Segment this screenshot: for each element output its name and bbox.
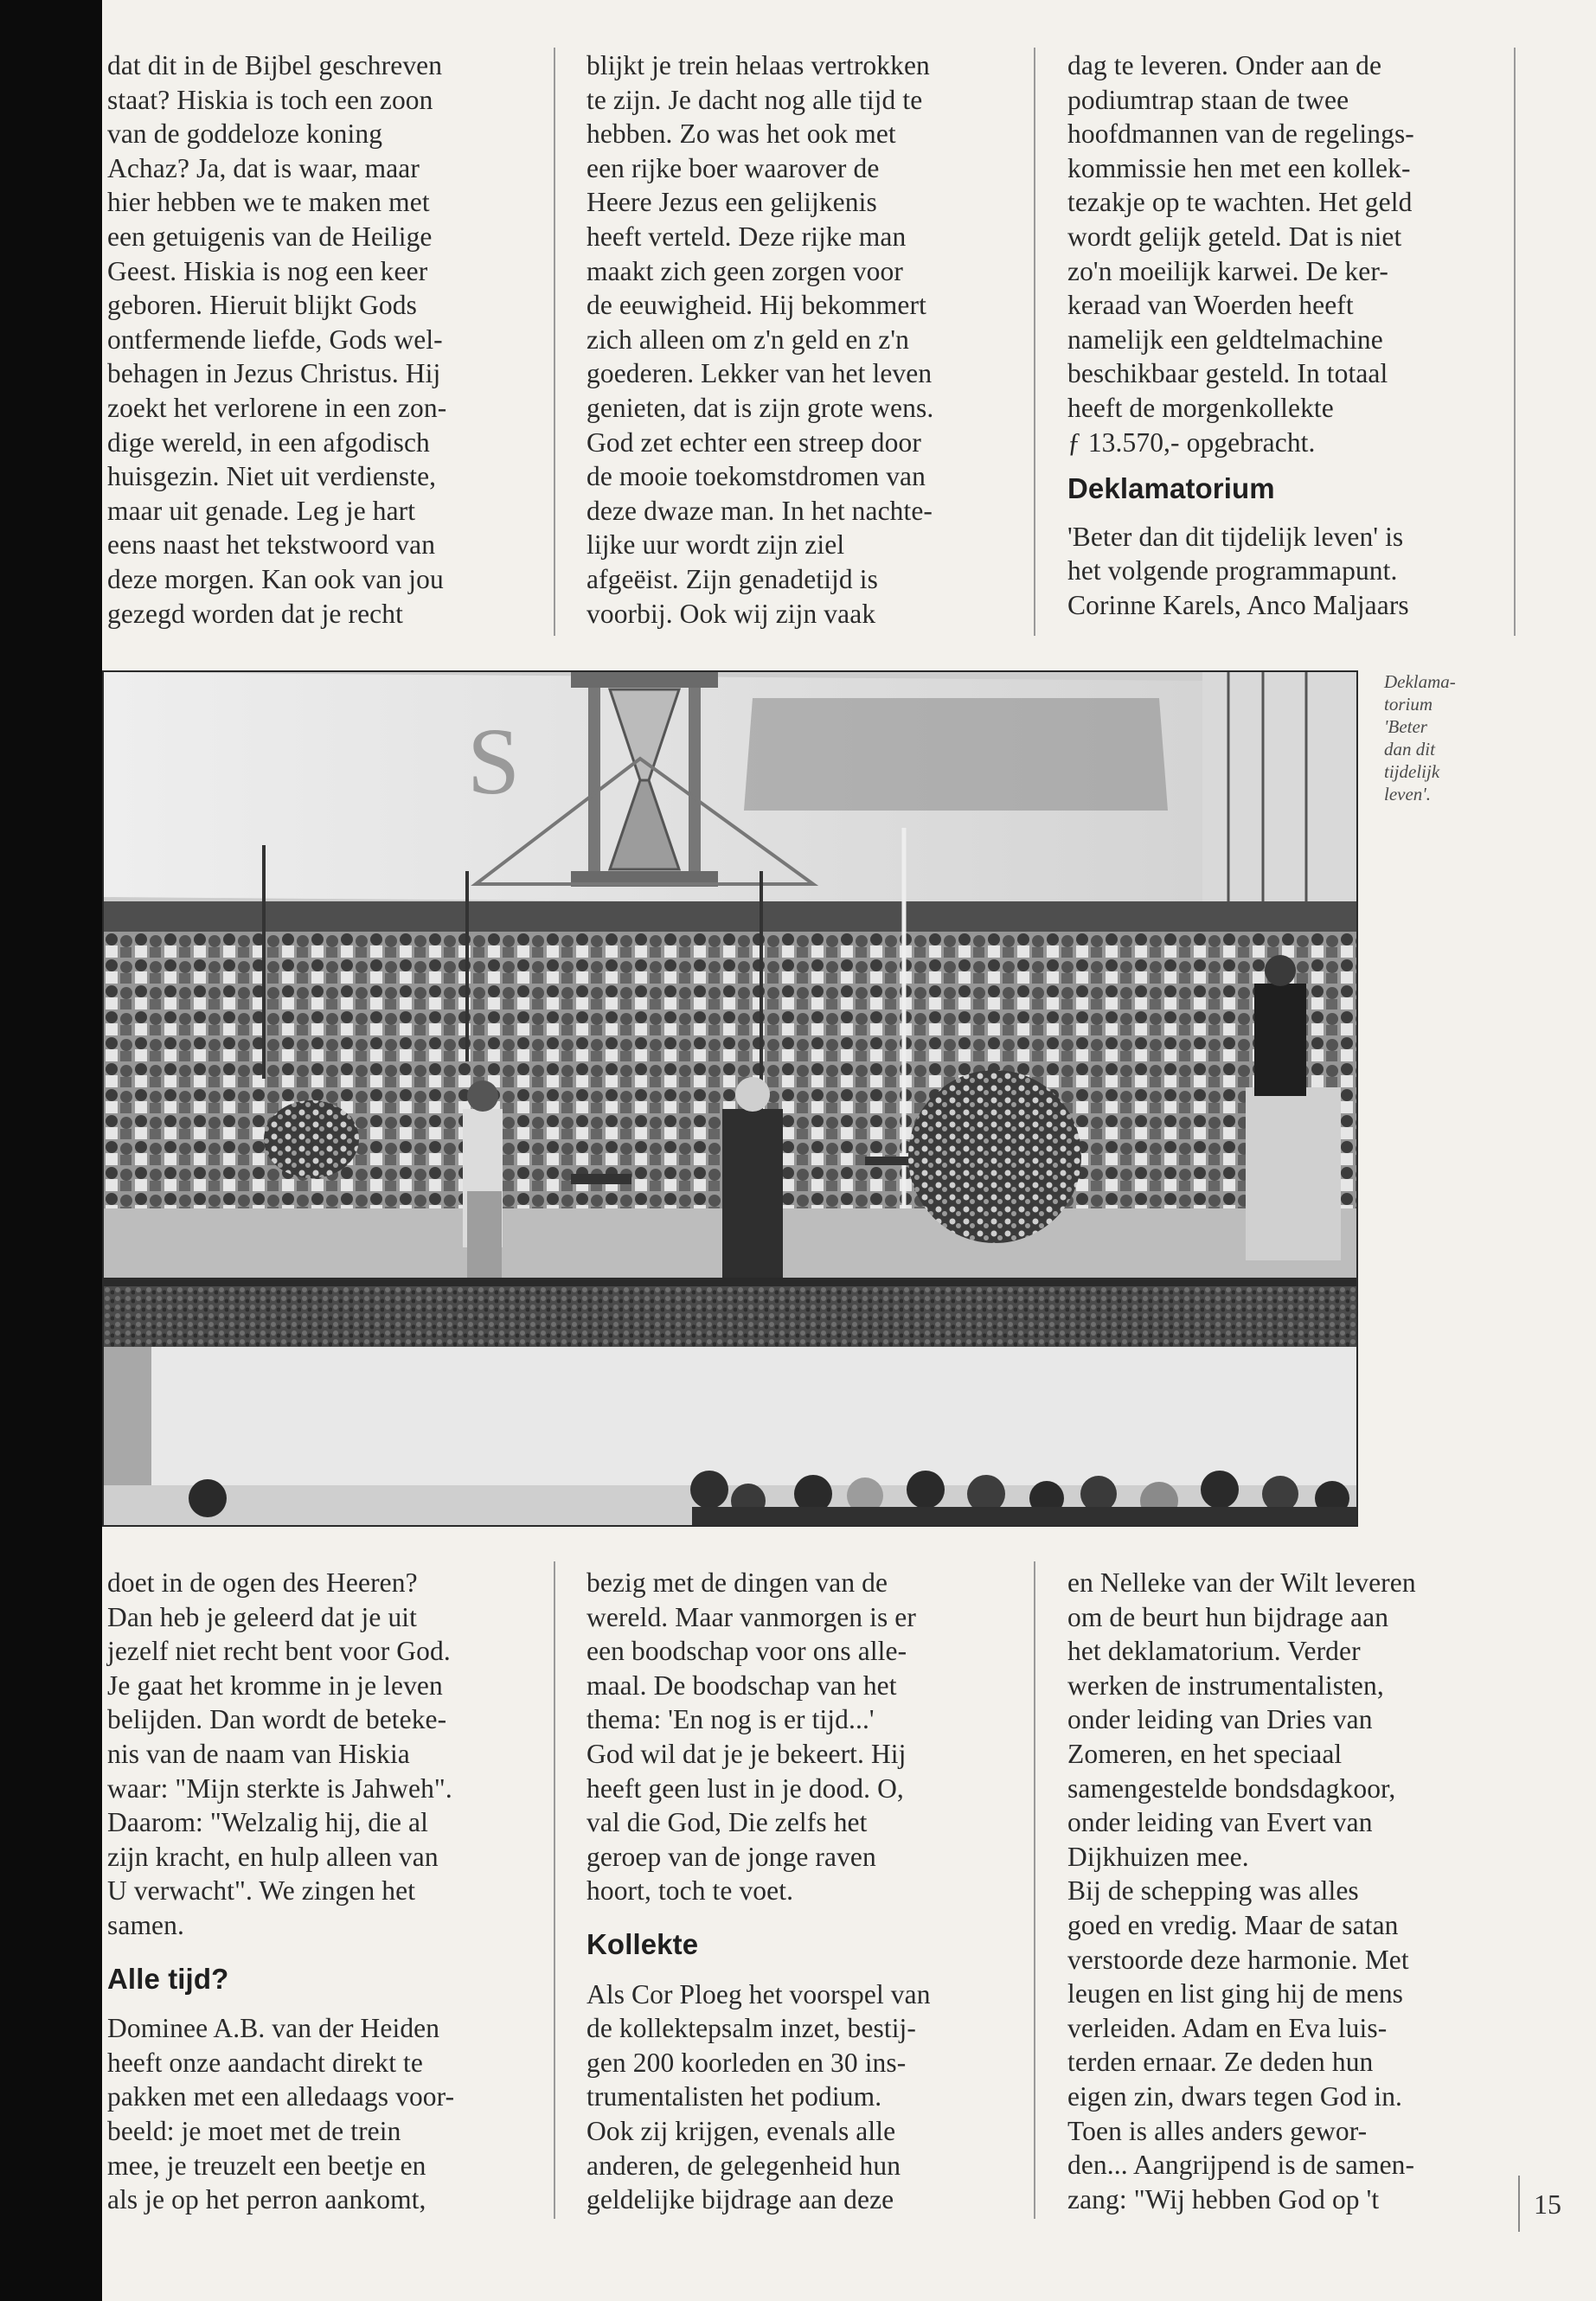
section-heading-kollekte: Kollekte bbox=[586, 1927, 699, 1960]
text-line: terden ernaar. Ze deden hun bbox=[1067, 2047, 1374, 2078]
text-line: zang: "Wij hebben God op 't bbox=[1067, 2183, 1380, 2214]
text-line: hoofdmannen van de regelings- bbox=[1067, 119, 1414, 150]
text-line: God zet echter een streep door bbox=[586, 426, 921, 458]
text-line: den... Aangrijpend is de samen- bbox=[1067, 2150, 1415, 2181]
text-line: leugen en list ging hij de mens bbox=[1067, 1978, 1404, 2009]
column-rule bbox=[1034, 48, 1035, 636]
section-heading-deklamatorium: Deklamatorium bbox=[1067, 472, 1275, 505]
text-line: eens naast het tekstwoord van bbox=[107, 529, 436, 561]
text-line: lijke uur wordt zijn ziel bbox=[586, 529, 845, 561]
caption-line: 'Beter bbox=[1384, 716, 1427, 737]
photo-caption bbox=[1384, 670, 1479, 805]
text-line: de eeuwigheid. Hij bekommert bbox=[586, 290, 926, 321]
text-line: wereld. Maar vanmorgen is er bbox=[586, 1601, 916, 1632]
text-line: onder leiding van Evert van bbox=[1067, 1807, 1373, 1838]
text-line: heeft de morgenkollekte bbox=[1067, 392, 1334, 423]
text-line: als je op het perron aankomt, bbox=[107, 2184, 426, 2215]
caption-line: torium bbox=[1384, 694, 1433, 715]
text-line: om de beurt hun bijdrage aan bbox=[1067, 1601, 1389, 1632]
text-line: het deklamatorium. Verder bbox=[1067, 1636, 1361, 1667]
text-line: een boodschap voor ons alle- bbox=[586, 1636, 907, 1667]
text-line: podiumtrap staan de twee bbox=[1067, 84, 1349, 115]
text-line: verstoorde deze harmonie. Met bbox=[1067, 1944, 1409, 1975]
top-column-3 bbox=[1067, 48, 1414, 623]
text-line: God wil dat je je bekeert. Hij bbox=[586, 1738, 907, 1769]
text-line: genieten, dat is zijn grote wens. bbox=[586, 392, 934, 423]
text-line: kommissie hen met een kollek- bbox=[1067, 152, 1411, 183]
text-line: trumentalisten het podium. bbox=[586, 2081, 882, 2112]
page-number-rule bbox=[1518, 2176, 1520, 2232]
text-line: belijden. Dan wordt de beteke- bbox=[107, 1704, 447, 1735]
text-line: van de goddeloze koning bbox=[107, 119, 383, 150]
text-line: ƒ 13.570,- opgebracht. bbox=[1067, 426, 1316, 458]
column-rule bbox=[1514, 48, 1516, 636]
text-line: een getuigenis van de Heilige bbox=[107, 221, 433, 252]
text-line: voorbij. Ook wij zijn vaak bbox=[586, 598, 876, 629]
text-line: Je gaat het kromme in je leven bbox=[107, 1670, 443, 1701]
text-line: Geest. Hiskia is nog een keer bbox=[107, 255, 428, 286]
text-line: geboren. Hieruit blijkt Gods bbox=[107, 290, 417, 321]
text-line: heeft geen lust in je dood. O, bbox=[586, 1772, 904, 1804]
text-line: behagen in Jezus Christus. Hij bbox=[107, 358, 441, 389]
caption-line: dan dit bbox=[1384, 739, 1435, 760]
text-line: Zomeren, en het speciaal bbox=[1067, 1738, 1343, 1769]
text-line: dat dit in de Bijbel geschreven bbox=[107, 50, 443, 80]
text-line: heeft verteld. Deze rijke man bbox=[586, 221, 907, 252]
text-line: Dijkhuizen mee. bbox=[1067, 1841, 1249, 1872]
text-line: 'Beter dan dit tijdelijk leven' is bbox=[1067, 521, 1404, 552]
column-rule bbox=[554, 1561, 555, 2219]
text-line: Heere Jezus een gelijkenis bbox=[586, 187, 877, 218]
text-line: namelijk een geldtelmachine bbox=[1067, 324, 1383, 355]
text-line: beschikbaar gesteld. In totaal bbox=[1067, 358, 1388, 389]
text-line: nis van de naam van Hiskia bbox=[107, 1738, 410, 1769]
section-heading-alle-tijd: Alle tijd? bbox=[107, 1962, 229, 1995]
text-line: gen 200 koorleden en 30 ins- bbox=[586, 2047, 907, 2078]
text-line: ontfermende liefde, Gods wel- bbox=[107, 324, 443, 355]
text-line: de mooie toekomstdromen van bbox=[586, 461, 926, 492]
text-line: maar uit genade. Leg je hart bbox=[107, 495, 416, 526]
text-line: doet in de ogen des Heeren? bbox=[107, 1567, 418, 1598]
text-line: de kollektepsalm inzet, bestij- bbox=[586, 2013, 916, 2044]
text-line: hier hebben we te maken met bbox=[107, 187, 430, 218]
column-rule bbox=[1034, 1561, 1035, 2219]
text-line: pakken met een alledaags voor- bbox=[107, 2081, 455, 2112]
text-line: verleiden. Adam en Eva luis- bbox=[1067, 2012, 1388, 2043]
text-line: Toen is alles anders gewor- bbox=[1067, 2115, 1368, 2146]
text-line: onder leiding van Dries van bbox=[1067, 1704, 1373, 1735]
text-line: Ook zij krijgen, evenals alle bbox=[586, 2115, 896, 2146]
text-line: samengestelde bondsdagkoor, bbox=[1067, 1772, 1396, 1804]
text-line: staat? Hiskia is toch een zoon bbox=[107, 84, 433, 115]
text-line: keraad van Woerden heeft bbox=[1067, 290, 1354, 321]
text-line: deze morgen. Kan ook van jou bbox=[107, 563, 444, 594]
text-line: Corinne Karels, Anco Maljaars bbox=[1067, 589, 1409, 620]
text-line: huisgezin. Niet uit verdienste, bbox=[107, 461, 437, 492]
text-line: goederen. Lekker van het leven bbox=[586, 358, 933, 389]
text-line: Achaz? Ja, dat is waar, maar bbox=[107, 152, 420, 183]
text-line: U verwacht". We zingen het bbox=[107, 1875, 416, 1907]
text-line: val die God, Die zelfs het bbox=[586, 1807, 868, 1838]
text-line: een rijke boer waarover de bbox=[586, 152, 880, 183]
text-line: zich alleen om z'n geld en z'n bbox=[586, 324, 909, 355]
caption-line: leven'. bbox=[1384, 784, 1432, 804]
page-number: 15 bbox=[1534, 2189, 1561, 2220]
text-line: waar: "Mijn sterkte is Jahweh". bbox=[107, 1772, 452, 1804]
text-line: zoekt het verlorene in een zon- bbox=[107, 392, 447, 423]
column-rule bbox=[554, 48, 555, 636]
text-line: deze dwaze man. In het nachte- bbox=[586, 495, 933, 526]
text-line: samen. bbox=[107, 1909, 184, 1940]
scan-edge-black-bar bbox=[0, 0, 102, 2301]
text-line: dige wereld, in een afgodisch bbox=[107, 426, 430, 458]
text-line: het volgende programmapunt. bbox=[1067, 555, 1398, 586]
text-line: zo'n moeilijk karwei. De ker- bbox=[1067, 255, 1388, 286]
text-line: anderen, de gelegenheid hun bbox=[586, 2150, 901, 2181]
text-line: jezelf niet recht bent voor God. bbox=[107, 1636, 451, 1667]
text-line: te zijn. Je dacht nog alle tijd te bbox=[586, 84, 923, 115]
text-line: geldelijke bijdrage aan deze bbox=[586, 2184, 894, 2215]
text-line: heeft onze aandacht direkt te bbox=[107, 2047, 423, 2078]
top-column-2 bbox=[586, 48, 933, 631]
svg-text:S: S bbox=[467, 708, 521, 814]
text-line: zijn kracht, en hulp alleen van bbox=[107, 1841, 439, 1872]
choir-stage-photo bbox=[102, 670, 1358, 1527]
text-line: eigen zin, dwars tegen God in. bbox=[1067, 2080, 1403, 2112]
bottom-column-1 bbox=[107, 1566, 454, 2217]
text-line: maal. De boodschap van het bbox=[586, 1670, 897, 1701]
text-line: Dan heb je geleerd dat je uit bbox=[107, 1601, 417, 1632]
text-line: mee, je treuzelt een beetje en bbox=[107, 2150, 426, 2181]
text-line: wordt gelijk geteld. Dat is niet bbox=[1067, 221, 1402, 252]
text-line: dag te leveren. Onder aan de bbox=[1067, 50, 1382, 80]
text-line: en Nelleke van der Wilt leveren bbox=[1067, 1567, 1416, 1598]
text-line: werken de instrumentalisten, bbox=[1067, 1670, 1384, 1701]
text-line: afgeëist. Zijn genadetijd is bbox=[586, 563, 878, 594]
bottom-column-3 bbox=[1067, 1566, 1416, 2216]
choir-stage-photo-drawing bbox=[104, 672, 1358, 1527]
top-column-1 bbox=[107, 48, 446, 631]
caption-line: tijdelijk bbox=[1384, 761, 1440, 782]
text-line: maakt zich geen zorgen voor bbox=[586, 255, 903, 286]
text-line: blijkt je trein helaas vertrokken bbox=[586, 50, 930, 80]
text-line: Bij de schepping was alles bbox=[1067, 1875, 1359, 1907]
caption-line: Deklama- bbox=[1384, 671, 1456, 692]
text-line: bezig met de dingen van de bbox=[586, 1567, 888, 1598]
text-line: thema: 'En nog is er tijd...' bbox=[586, 1704, 875, 1735]
text-line: Daarom: "Welzalig hij, die al bbox=[107, 1807, 428, 1838]
bottom-column-2 bbox=[586, 1566, 931, 2217]
text-line: Dominee A.B. van der Heiden bbox=[107, 2013, 440, 2044]
text-line: hebben. Zo was het ook met bbox=[586, 119, 896, 150]
text-line: beeld: je moet met de trein bbox=[107, 2115, 401, 2146]
text-line: geroep van de jonge raven bbox=[586, 1841, 876, 1872]
text-line: hoort, toch te voet. bbox=[586, 1875, 794, 1907]
text-line: gezegd worden dat je recht bbox=[107, 598, 403, 629]
text-line: tezakje op te wachten. Het geld bbox=[1067, 187, 1413, 218]
text-line: Als Cor Ploeg het voorspel van bbox=[586, 1978, 931, 2009]
text-line: goed en vredig. Maar de satan bbox=[1067, 1909, 1399, 1940]
